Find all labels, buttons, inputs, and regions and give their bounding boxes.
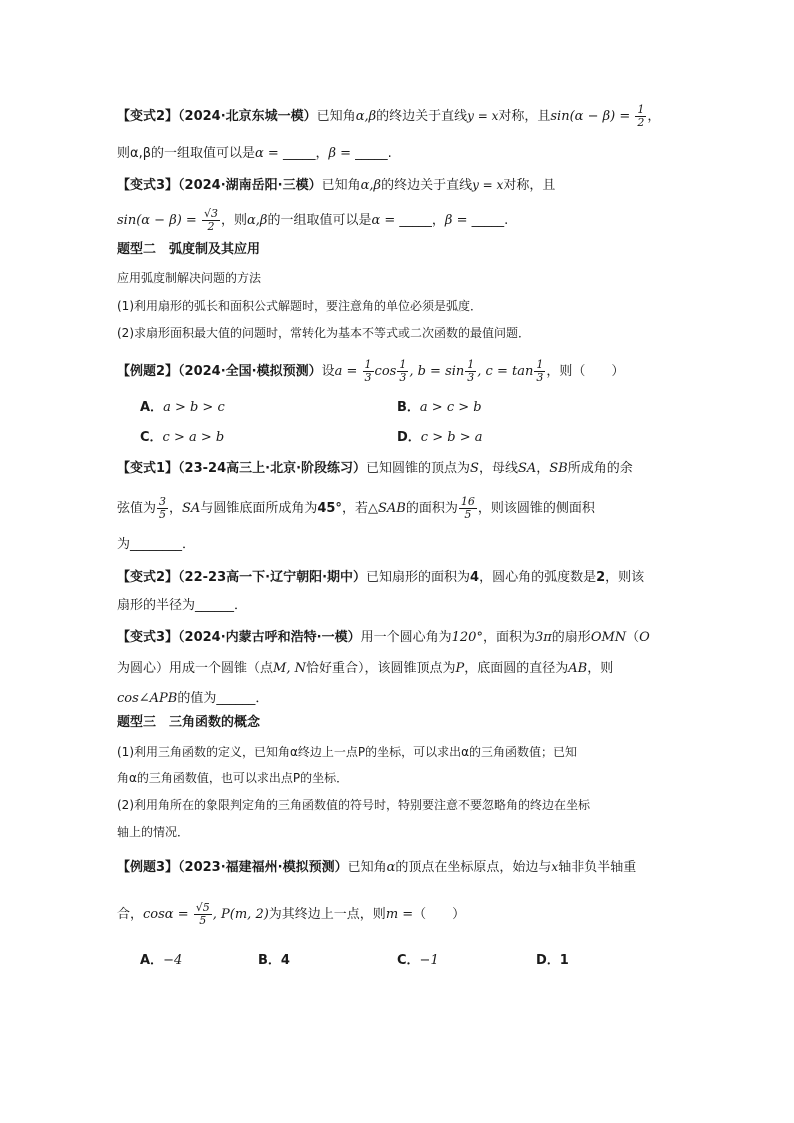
question-source: （2024·湖南岳阳·三模） bbox=[178, 178, 322, 193]
variant-3-line2: 为圆心）用成一个圆锥（点M, N恰好重合），该圆锥顶点为P，底面圆的直径为AB，则 bbox=[117, 661, 614, 676]
variant-2-sector: 【变式2】（22-23高一下·辽宁朝阳·期中）已知扇形的面积为4，圆心角的弧度数是2，则该 bbox=[117, 570, 645, 585]
option-a[interactable]: A．a > b > c bbox=[140, 400, 225, 415]
question-source: （2024·全国·模拟预测） bbox=[178, 364, 322, 379]
variant-1-line3: 为________． bbox=[117, 537, 196, 552]
fraction: $\frac{√5}{5}$ bbox=[195, 901, 210, 927]
example-3-line2: 合，cosα = $\frac{√5}{5}$ , P(m, 2)为其终边上一点，则m =（ ） bbox=[117, 901, 466, 927]
question-tag: 【变式3】 bbox=[117, 630, 179, 645]
fraction: $\frac{1}{3}$ bbox=[536, 358, 544, 384]
answer-blank: _____ bbox=[471, 213, 505, 228]
question-source: （2023·福建福州·模拟预测） bbox=[178, 860, 348, 875]
option-a[interactable]: A．−4 bbox=[140, 953, 183, 968]
question-tag: 【变式1】 bbox=[117, 461, 179, 476]
option-d[interactable]: D．c > b > a bbox=[397, 430, 483, 445]
answer-blank: _____ bbox=[355, 146, 388, 161]
option-c[interactable]: C．c > a > b bbox=[140, 430, 225, 445]
fraction: $\frac{16}{5}$ bbox=[460, 495, 475, 521]
section-title-3: 题型三 三角函数的概念 bbox=[117, 715, 261, 730]
option-b[interactable]: B．a > c > b bbox=[397, 400, 482, 415]
answer-blank: _____ bbox=[399, 213, 432, 228]
fraction: $\frac{3}{5}$ bbox=[159, 495, 167, 521]
variant-3-line3: cos∠APB的值为______． bbox=[117, 691, 269, 706]
method-point-2: (2)求扇形面积最大值的问题时，常转化为基本不等式或二次函数的最值问题． bbox=[117, 326, 531, 340]
example-3: 【例题3】（2023·福建福州·模拟预测）已知角α的顶点在坐标原点，始边与x轴非负半轴重 bbox=[117, 860, 637, 875]
method-point-1: (1)利用扇形的弧长和面积公式解题时，要注意角的单位必须是弧度． bbox=[117, 299, 483, 313]
concept-point-1a: (1)利用三角函数的定义，已知角α终边上一点P的坐标，可以求出α的三角函数值；已知 bbox=[117, 745, 578, 759]
fraction: $\frac{√3}{2}$ bbox=[203, 207, 218, 233]
question-tag: 【例题2】 bbox=[117, 364, 179, 379]
option-c[interactable]: C．−1 bbox=[397, 953, 439, 968]
concept-point-1b: 角α的三角函数值，也可以求出点P的坐标． bbox=[117, 771, 349, 785]
question-source: （2024·北京东城一模） bbox=[178, 109, 317, 124]
variant-2-line2: 扇形的半径为______． bbox=[117, 598, 248, 613]
concept-point-2a: (2)利用角所在的象限判定角的三角函数值的符号时，特别要注意不要忽略角的终边在坐标 bbox=[117, 798, 591, 812]
question-tag: 【变式3】 bbox=[117, 178, 179, 193]
method-heading: 应用弧度制解决问题的方法 bbox=[117, 271, 262, 285]
section-title-2: 题型二 弧度制及其应用 bbox=[117, 242, 261, 257]
variant-1-cone: 【变式1】（23-24高三上·北京·阶段练习）已知圆锥的顶点为S，母线SA，SB所成角的余 bbox=[117, 461, 633, 476]
variant-3-sector-cone: 【变式3】（2024·内蒙古呼和浩特·一模）用一个圆心角为120°，面积为3π的扇形OMN（O bbox=[117, 630, 650, 645]
question-tag: 【例题3】 bbox=[117, 860, 179, 875]
question-source: （22-23高一下·辽宁朝阳·期中） bbox=[178, 570, 367, 585]
variant-2-alpha-beta: 【变式2】（2024·北京东城一模）已知角α,β的终边关于直线y = x对称，且sin(α − β) = $\frac{1}{2}$ ， bbox=[117, 103, 661, 129]
question-tag: 【变式2】 bbox=[117, 109, 179, 124]
option-d[interactable]: D．1 bbox=[536, 953, 569, 968]
answer-blank: _____ bbox=[282, 146, 316, 161]
question-source: （23-24高三上·北京·阶段练习） bbox=[178, 461, 367, 476]
question-source: （2024·内蒙古呼和浩特·一模） bbox=[178, 630, 361, 645]
variant-3-line2: sin(α − β) = $\frac{√3}{2}$ ，则α,β的一组取值可以是α = _____，β = _____. bbox=[117, 207, 509, 233]
fraction: $\frac{1}{3}$ bbox=[364, 358, 372, 384]
example-2: 【例题2】（2024·全国·模拟预测）设a = $\frac{1}{3}$ cos $\frac{1}{3}$ , b = sin $\frac{1}{3}$ , c = tan $\frac{1}{3}$ ，则（ ） bbox=[117, 358, 625, 384]
concept-point-2b: 轴上的情况． bbox=[117, 825, 190, 839]
variant-2-line2: 则α,β的一组取值可以是α = _____，β = _____. bbox=[117, 146, 392, 161]
fraction: $\frac{1}{3}$ bbox=[399, 358, 407, 384]
variant-3-alpha-beta: 【变式3】（2024·湖南岳阳·三模）已知角α,β的终边关于直线y = x对称，且 bbox=[117, 178, 556, 193]
question-tag: 【变式2】 bbox=[117, 570, 179, 585]
option-b[interactable]: B．4 bbox=[258, 953, 290, 968]
fraction: $\frac{1}{3}$ bbox=[467, 358, 475, 384]
variant-1-line2: 弦值为 $\frac{3}{5}$ ，SA与圆锥底面所成角为45°，若△SAB的面积为 $\frac{16}{5}$ ，则该圆锥的侧面积 bbox=[117, 495, 595, 521]
fraction: $\frac{1}{2}$ bbox=[637, 103, 645, 129]
